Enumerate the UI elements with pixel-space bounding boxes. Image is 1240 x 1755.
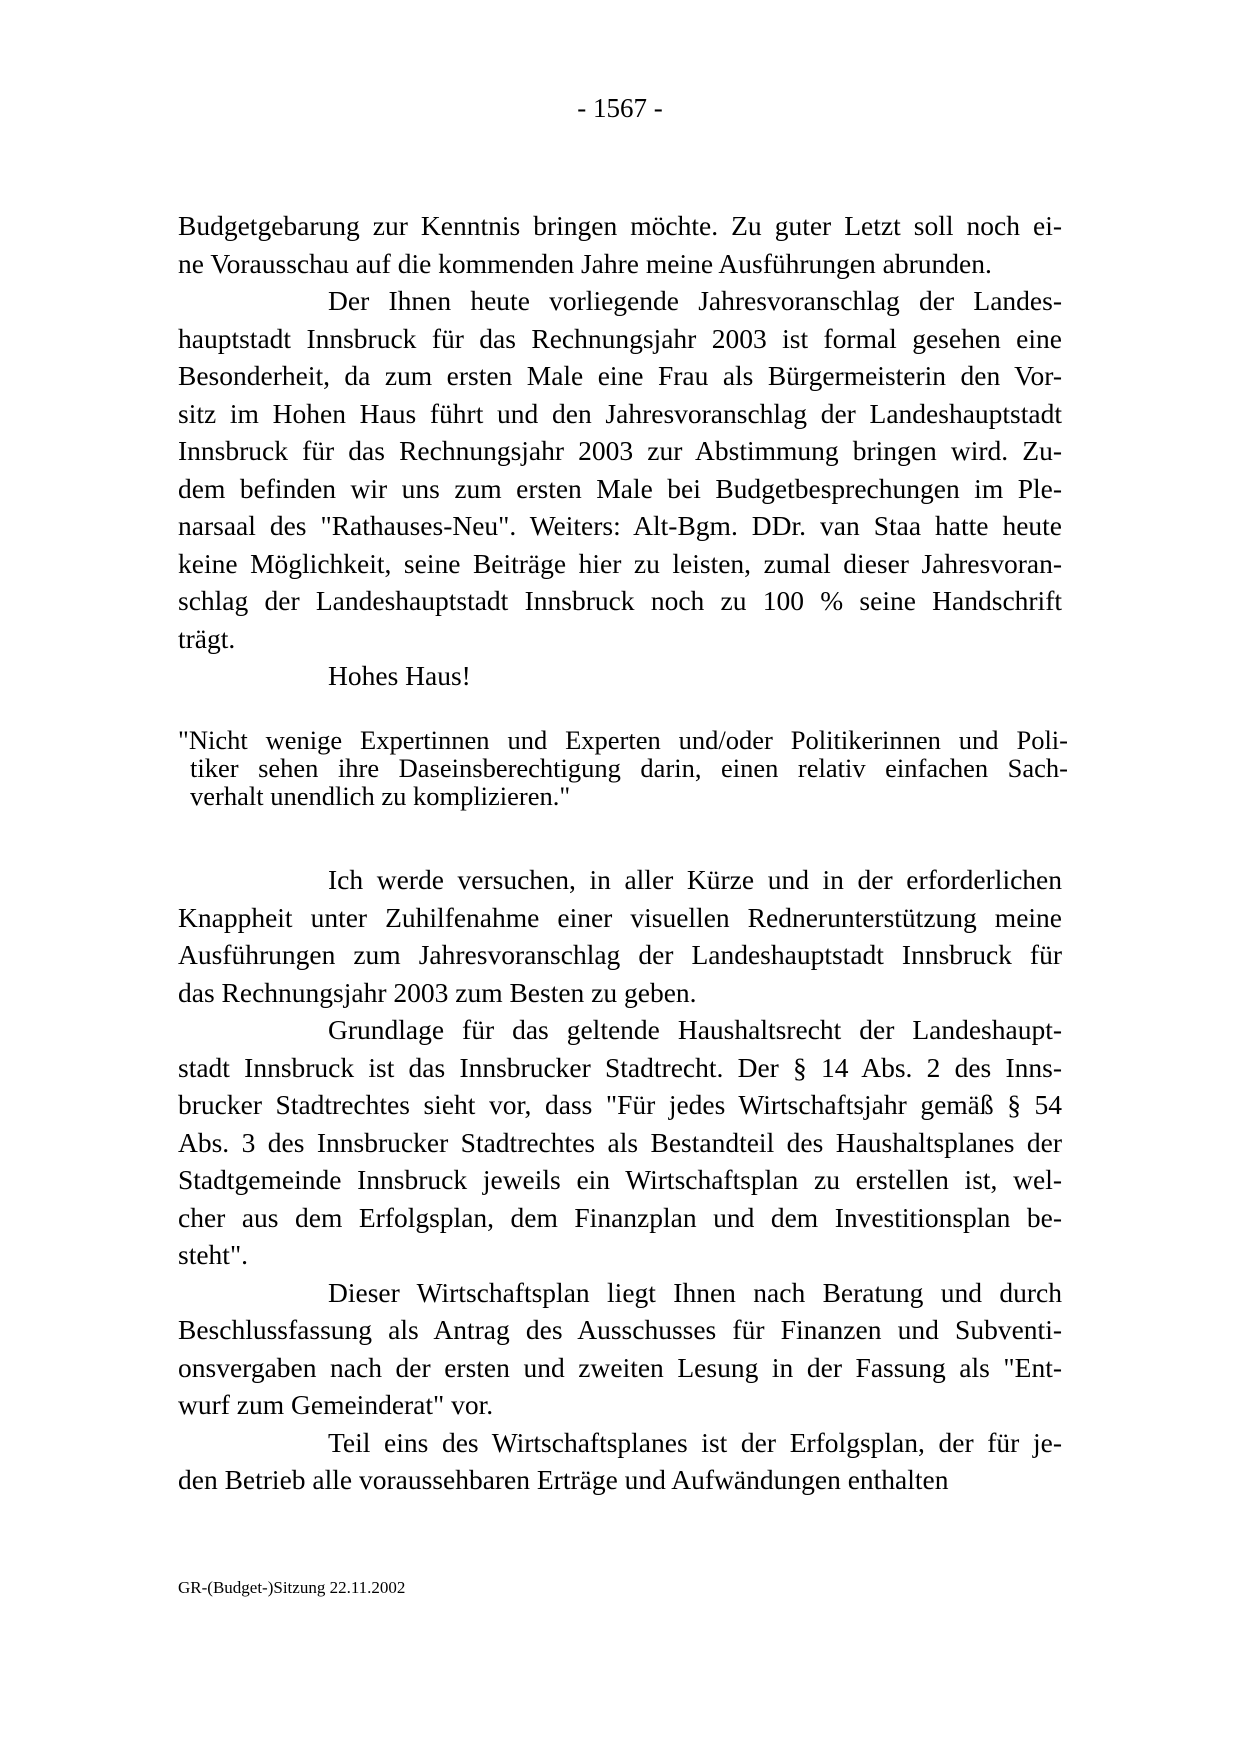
footer-session: GR-(Budget-)Sitzung 22.11.2002: [178, 1578, 406, 1597]
text-line: Beschlussfassung als Antrag des Ausschusses für Finanzen und Subventi-: [178, 1314, 1062, 1345]
text-line: Besonderheit, da zum ersten Male eine Frau als Bürgermeisterin den Vor-: [178, 360, 1062, 391]
text-line: onsvergaben nach der ersten und zweiten Lesung in der Fassung als "Ent-: [178, 1351, 1062, 1383]
text-line: Abs. 3 des Innsbrucker Stadtrechtes als Bestandteil des Haushaltsplanes der: [178, 1126, 1062, 1158]
text-line: cher aus dem Erfolgsplan, dem Finanzplan und dem Investitionsplan be-: [178, 1201, 1062, 1233]
text-line: ne Vorausschau auf die kommenden Jahre meine Ausführungen abrunden.: [178, 247, 992, 279]
text-line: narsaal des "Rathauses-Neu". Weiters: Alt-Bgm. DDr. van Staa hatte heute: [178, 510, 1062, 541]
text-line: Hohes Haus!: [328, 660, 471, 691]
text-line: Teil eins des Wirtschaftsplanes ist der Erfolgsplan, der für je-: [328, 1426, 1062, 1458]
text-line: Budgetgebarung zur Kenntnis bringen möchte. Zu guter Letzt soll noch ei-: [178, 210, 1062, 241]
text-line: hauptstadt Innsbruck für das Rechnungsjahr 2003 ist formal gesehen eine: [178, 322, 1062, 354]
text-line: Grundlage für das geltende Haushaltsrecht der Landeshaupt-: [328, 1014, 1062, 1045]
body-text-top: [178, 207, 1062, 695]
text-line: Ausführungen zum Jahresvoranschlag der Landeshauptstadt Innsbruck für: [178, 939, 1062, 970]
text-line: wurf zum Gemeinderat" vor.: [178, 1389, 494, 1420]
text-line: keine Möglichkeit, seine Beiträge hier zu leisten, zumal dieser Jahresvoran-: [178, 547, 1062, 579]
text-line: dem befinden wir uns zum ersten Male bei Budgetbesprechungen im Ple-: [178, 472, 1062, 504]
quote-line: tiker sehen ihre Daseinsberechtigung darin, einen relativ einfachen Sach-: [190, 753, 1068, 783]
text-line: steht".: [178, 1239, 249, 1270]
text-line: Ich werde versuchen, in aller Kürze und in der erforderlichen: [328, 864, 1062, 895]
text-line: Der Ihnen heute vorliegende Jahresvoranschlag der Landes-: [328, 285, 1062, 316]
text-line: sitz im Hohen Haus führt und den Jahresvoranschlag der Landeshauptstadt: [178, 397, 1062, 429]
text-line: das Rechnungsjahr 2003 zum Besten zu geben.: [178, 976, 697, 1008]
text-line: den Betrieb alle voraussehbaren Erträge und Aufwändungen enthalten: [178, 1464, 949, 1495]
text-line: stadt Innsbruck ist das Innsbrucker Stadtrecht. Der § 14 Abs. 2 des Inns-: [178, 1051, 1062, 1083]
text-line: trägt.: [178, 622, 236, 654]
page-number: - 1567 -: [577, 93, 663, 123]
quote-block: [178, 726, 1068, 810]
text-line: Stadtgemeinde Innsbruck jeweils ein Wirtschaftsplan zu erstellen ist, wel-: [178, 1164, 1062, 1195]
text-line: Innsbruck für das Rechnungsjahr 2003 zur Abstimmung bringen wird. Zu-: [178, 435, 1062, 466]
quote-line: "Nicht wenige Expertinnen und Experten und/oder Politikerinnen und Poli-: [178, 725, 1068, 755]
body-text-bottom: [178, 861, 1062, 1499]
text-line: schlag der Landeshauptstadt Innsbruck noch zu 100 % seine Handschrift: [178, 585, 1062, 616]
quote-line: verhalt unendlich zu komplizieren.": [190, 781, 571, 811]
text-line: Dieser Wirtschaftsplan liegt Ihnen nach Beratung und durch: [328, 1276, 1062, 1308]
text-line: brucker Stadtrechtes sieht vor, dass "Für jedes Wirtschaftsjahr gemäß § 54: [178, 1089, 1062, 1120]
text-line: Knappheit unter Zuhilfenahme einer visuellen Rednerunterstützung meine: [178, 901, 1062, 933]
